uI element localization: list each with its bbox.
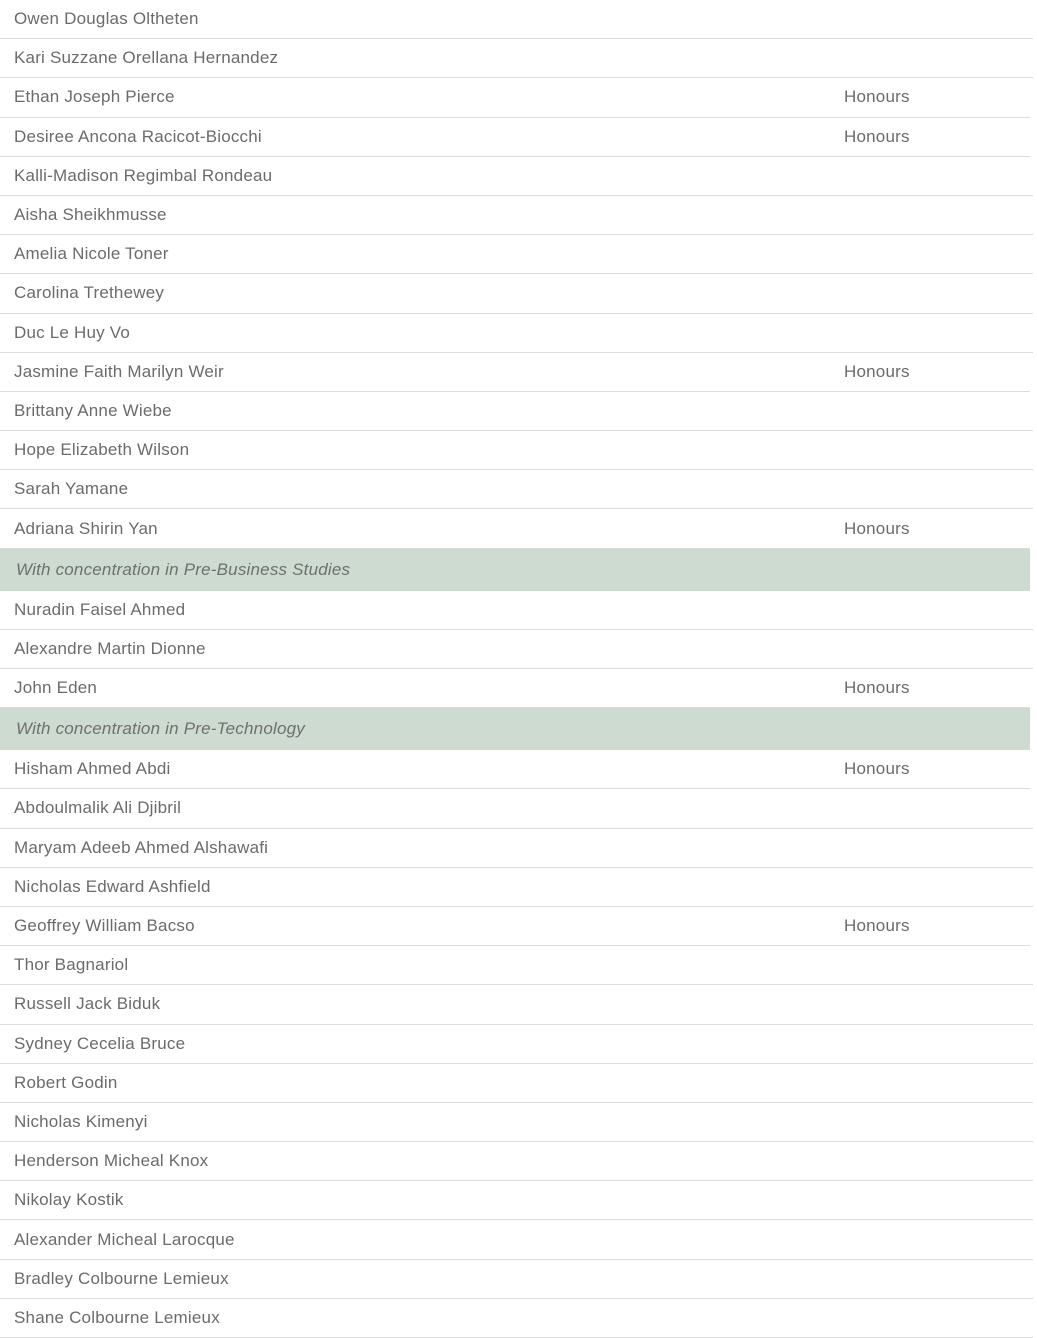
graduate-name: Geoffrey William Bacso — [14, 916, 195, 936]
graduate-name: Alexander Micheal Larocque — [14, 1229, 235, 1249]
graduate-name: Desiree Ancona Racicot-Biocchi — [14, 126, 262, 146]
graduate-name: Duc Le Huy Vo — [14, 322, 130, 342]
graduate-name: Abdoulmalik Ali Djibril — [14, 798, 182, 818]
graduate-row — [0, 1142, 1033, 1181]
graduate-row — [0, 157, 1033, 196]
graduate-row — [0, 1064, 1033, 1103]
graduate-name: Sydney Cecelia Bruce — [14, 1033, 186, 1053]
honours-label: Honours — [844, 126, 910, 146]
section-header — [0, 708, 1030, 750]
section-title: With concentration in Pre-Technology — [16, 719, 305, 739]
graduate-row — [0, 829, 1033, 868]
graduate-name: Owen Douglas Oltheten — [14, 9, 199, 29]
honours-label: Honours — [844, 518, 910, 538]
graduate-row — [0, 907, 1030, 946]
graduate-name: Shane Colbourne Lemieux — [14, 1307, 220, 1327]
graduate-row — [0, 1103, 1033, 1142]
honours-label: Honours — [844, 361, 910, 381]
honours-label: Honours — [844, 916, 910, 936]
graduate-row — [0, 0, 1033, 39]
graduate-name: Nicholas Edward Ashfield — [14, 876, 211, 896]
graduate-name: Maryam Adeeb Ahmed Alshawafi — [14, 837, 269, 857]
graduate-row — [0, 789, 1033, 828]
graduate-name: Kalli-Madison Regimbal Rondeau — [14, 165, 273, 185]
graduate-row — [0, 669, 1030, 708]
graduate-row — [0, 392, 1033, 431]
graduate-name: Nuradin Faisel Ahmed — [14, 599, 186, 619]
graduate-row — [0, 630, 1033, 669]
honours-label: Honours — [844, 759, 910, 779]
section-title: With concentration in Pre-Business Studies — [16, 559, 351, 579]
graduate-name: Amelia Nicole Toner — [14, 244, 169, 264]
graduate-name: Alexandre Martin Dionne — [14, 638, 206, 658]
graduate-row — [0, 868, 1033, 907]
graduate-row — [0, 196, 1033, 235]
graduate-name: Russell Jack Biduk — [14, 994, 161, 1014]
graduate-row — [0, 591, 1033, 630]
graduate-name: Hope Elizabeth Wilson — [14, 440, 190, 460]
graduate-name: Aisha Sheikhmusse — [14, 205, 167, 225]
graduate-name: Robert Godin — [14, 1072, 118, 1092]
graduate-row — [0, 274, 1033, 313]
graduate-row — [0, 1025, 1033, 1064]
graduate-name: Nicholas Kimenyi — [14, 1111, 148, 1131]
graduate-row — [0, 1220, 1033, 1259]
graduate-row — [0, 314, 1033, 353]
section-header — [0, 549, 1030, 591]
graduate-row — [0, 78, 1030, 117]
honours-label: Honours — [844, 87, 910, 107]
graduate-name: Thor Bagnariol — [14, 955, 129, 975]
graduate-row — [0, 509, 1030, 548]
graduate-name: Carolina Trethewey — [14, 283, 165, 303]
graduate-name: John Eden — [14, 678, 98, 698]
graduate-name: Kari Suzzane Orellana Hernandez — [14, 48, 279, 68]
graduate-row — [0, 235, 1033, 274]
graduate-row — [0, 750, 1030, 789]
graduate-name: Sarah Yamane — [14, 479, 129, 499]
graduate-row — [0, 946, 1033, 985]
graduate-row — [0, 1181, 1033, 1220]
graduate-row — [0, 985, 1033, 1024]
graduate-name: Nikolay Kostik — [14, 1190, 124, 1210]
graduate-row — [0, 39, 1033, 78]
graduate-name: Hisham Ahmed Abdi — [14, 759, 171, 779]
graduate-name: Bradley Colbourne Lemieux — [14, 1268, 229, 1288]
graduate-row — [0, 470, 1033, 509]
honours-label: Honours — [844, 678, 910, 698]
graduate-row — [0, 431, 1033, 470]
graduate-name: Adriana Shirin Yan — [14, 518, 158, 538]
graduate-row — [0, 353, 1030, 392]
graduate-name: Brittany Anne Wiebe — [14, 400, 172, 420]
graduate-row — [0, 118, 1030, 157]
graduate-name: Jasmine Faith Marilyn Weir — [14, 361, 224, 381]
graduate-row — [0, 1260, 1033, 1299]
graduate-name: Ethan Joseph Pierce — [14, 87, 175, 107]
graduate-name: Henderson Micheal Knox — [14, 1151, 209, 1171]
graduate-row — [0, 1299, 1033, 1338]
